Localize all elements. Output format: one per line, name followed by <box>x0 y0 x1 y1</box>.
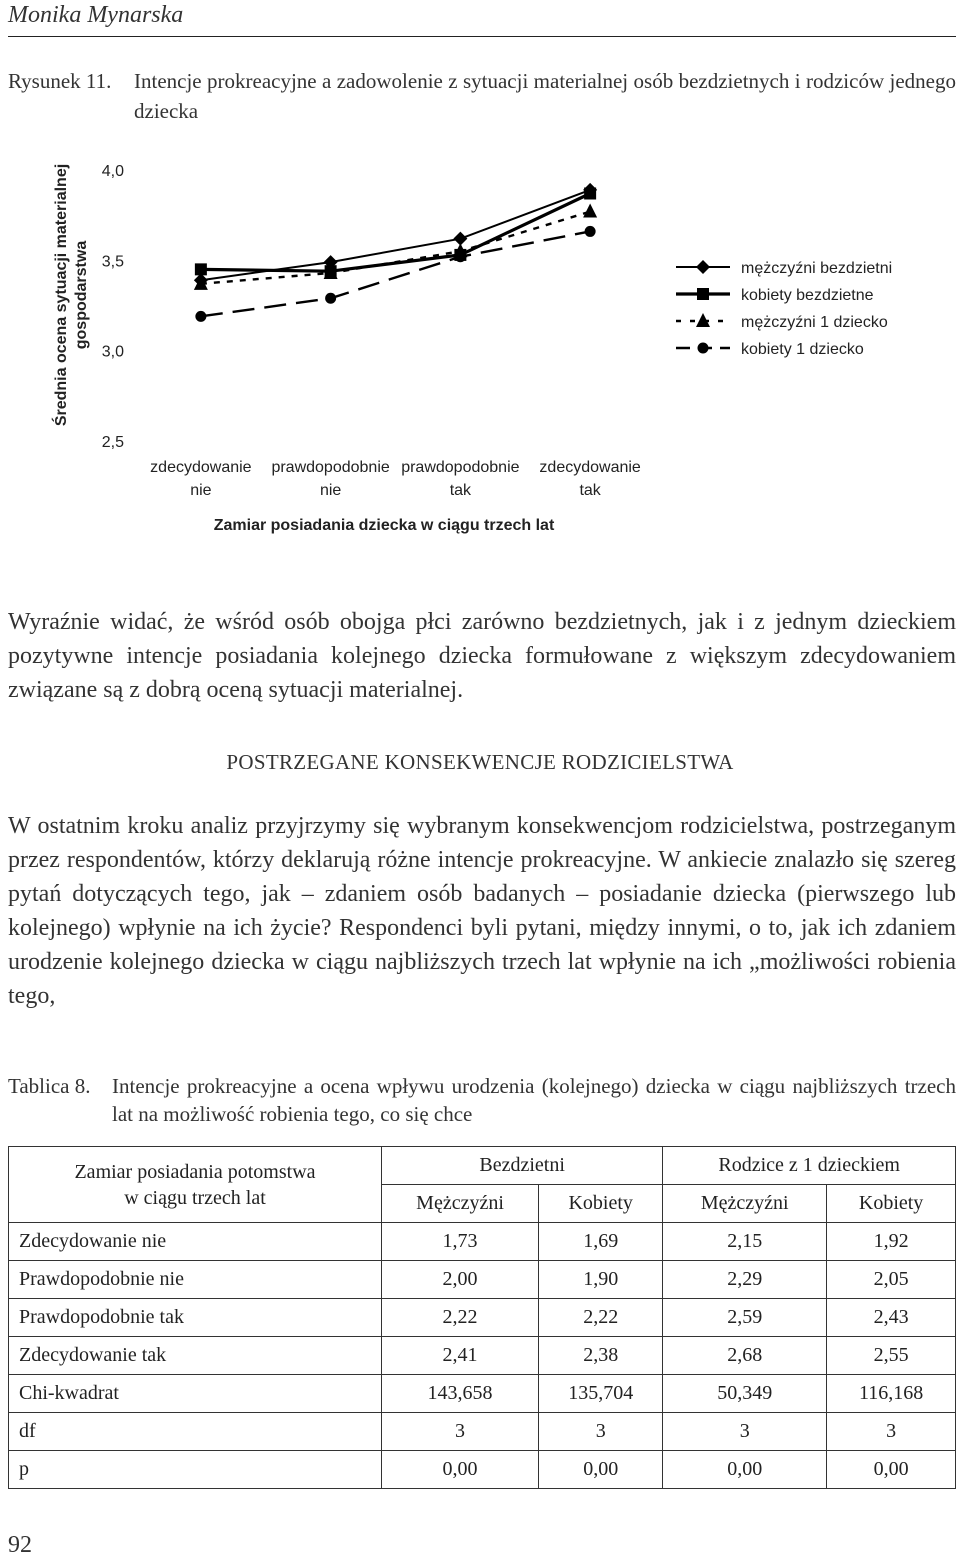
y-tick-label: 3,0 <box>101 343 124 361</box>
table-corner-header <box>9 1147 382 1223</box>
table-cell: 1,92 <box>827 1223 956 1261</box>
y-axis-title-line1: Średnia ocena sytuacji materialnej <box>53 163 70 427</box>
table-cell: 0,00 <box>539 1451 663 1489</box>
series-points <box>194 183 597 322</box>
group-header-childless: Bezdzietni <box>382 1147 663 1185</box>
x-tick-label: zdecydowanie <box>539 459 641 476</box>
paragraph-consequences: W ostatnim kroku analiz przyjrzymy się wybranym konsekwencjom rodzicielstwa, postrzeganym przez respondentów, którzy deklarują różne intencje prokreacyjne. W ankiecie znalazło się szereg pytań dotyczących tego, jak – zdaniem osób badanych – posiadanie dziecka (pierwszego lub kolejnego) wpłynie na ich życie? Respondenci byli pytani, między innymi, o to, jak ich zdaniem urodzenie kolejnego dziecka w ciągu najbliższych trzech lat wpłynie na ich „możliwości robienia tego, <box>8 813 956 1009</box>
table-cell: 116,168 <box>827 1375 956 1413</box>
page-number: 92 <box>8 1532 32 1558</box>
running-header-author: Monika Mynarska <box>8 2 184 28</box>
table-cell: 2,38 <box>539 1337 663 1375</box>
paragraph-conclusion: Wyraźnie widać, że wśród osób obojga płci zarówno bezdzietnych, jak i z jednym dzieckiem pozytywne intencje posiadania kolejnego dziecka formułowane z większym zdecydowaniem związane są z dobrą oceną sytuacji materialnej. <box>8 609 956 703</box>
legend-marker-circle <box>698 343 709 354</box>
y-axis-title <box>51 164 90 426</box>
data-point-circle <box>455 251 466 262</box>
series-line-diamond <box>201 190 590 280</box>
x-tick-label: prawdopodobnie <box>271 459 390 476</box>
x-tick-label: tak <box>449 482 472 499</box>
y-axis-ticks <box>102 163 124 451</box>
table-cell: 50,349 <box>663 1375 827 1413</box>
table-cell: 3 <box>663 1413 827 1451</box>
legend-label: mężczyźni 1 dziecko <box>741 314 888 331</box>
data-point-square <box>195 263 207 275</box>
table-label: Tablica 8. <box>8 1074 91 1098</box>
x-tick-label: prawdopodobnie <box>401 459 520 476</box>
table-caption-text: Intencje prokreacyjne a ocena wpływu urodzenia (kolejnego) dziecka w ciągu najbliższych trzech lat na możliwość robienia tego, co się chce <box>112 1074 956 1126</box>
row-label: Zdecydowanie nie <box>9 1223 382 1261</box>
row-label: p <box>9 1451 382 1489</box>
data-point-circle <box>585 226 596 237</box>
table-row <box>9 1337 956 1375</box>
data-table <box>8 1146 956 1489</box>
table-cell: 2,55 <box>827 1337 956 1375</box>
x-tick-label: tak <box>579 482 601 499</box>
series-lines <box>201 190 590 316</box>
figure-caption-text: Intencje prokreacyjne a zadowolenie z sytuacji materialnej osób bezdzietnych i rodziców jednego dziecka <box>134 69 956 123</box>
x-tick-label: zdecydowanie <box>150 459 252 476</box>
table-cell: 143,658 <box>382 1375 539 1413</box>
table-row <box>9 1261 956 1299</box>
table-cell: 2,22 <box>539 1299 663 1337</box>
table-cell: 2,43 <box>827 1299 956 1337</box>
table-cell: 0,00 <box>663 1451 827 1489</box>
row-label: Prawdopodobnie nie <box>9 1261 382 1299</box>
table-cell: 2,68 <box>663 1337 827 1375</box>
legend-label: kobiety bezdzietne <box>741 287 874 304</box>
table-cell: 3 <box>827 1413 956 1451</box>
row-label: Zdecydowanie tak <box>9 1337 382 1375</box>
x-tick-label: nie <box>190 482 212 499</box>
data-point-circle <box>195 311 206 322</box>
table-cell: 2,05 <box>827 1261 956 1299</box>
table-cell: 2,15 <box>663 1223 827 1261</box>
data-point-square <box>584 187 596 199</box>
legend-marker-square <box>697 288 709 300</box>
table-cell: 2,41 <box>382 1337 539 1375</box>
subheader-men-parents: Mężczyźni <box>663 1185 827 1223</box>
x-axis-ticks <box>150 459 641 499</box>
table-cell: 2,59 <box>663 1299 827 1337</box>
line-chart <box>0 150 960 550</box>
figure-label: Rysunek 11. <box>8 69 112 93</box>
table-row <box>9 1413 956 1451</box>
table-cell: 2,22 <box>382 1299 539 1337</box>
table-cell: 2,00 <box>382 1261 539 1299</box>
subheader-women-parents: Kobiety <box>827 1185 956 1223</box>
table-row <box>9 1299 956 1337</box>
table-row <box>9 1375 956 1413</box>
row-label: Chi-kwadrat <box>9 1375 382 1413</box>
row-label: Prawdopodobnie tak <box>9 1299 382 1337</box>
table-cell: 1,69 <box>539 1223 663 1261</box>
table-cell: 3 <box>382 1413 539 1451</box>
row-label: df <box>9 1413 382 1451</box>
legend-label: kobiety 1 dziecko <box>741 341 864 358</box>
corner-header-line1: Zamiar posiadania potomstwa <box>74 1160 316 1183</box>
table-cell: 3 <box>539 1413 663 1451</box>
corner-header-line2: w ciągu trzech lat <box>124 1186 266 1209</box>
legend-label: mężczyźni bezdzietni <box>741 260 893 277</box>
y-tick-label: 4,0 <box>101 163 124 180</box>
data-point-circle <box>325 293 336 304</box>
x-tick-label: nie <box>319 482 342 499</box>
header-rule <box>8 36 956 37</box>
table-cell: 0,00 <box>382 1451 539 1489</box>
chart-legend <box>676 260 892 358</box>
subheader-men-childless: Mężczyźni <box>382 1185 539 1223</box>
table-cell: 135,704 <box>539 1375 663 1413</box>
legend-marker-diamond <box>696 260 710 274</box>
group-header-parents: Rodzice z 1 dzieckiem <box>663 1147 956 1185</box>
subheader-women-childless: Kobiety <box>539 1185 663 1223</box>
table-cell: 0,00 <box>827 1451 956 1489</box>
table-cell: 1,90 <box>539 1261 663 1299</box>
table-cell: 1,73 <box>382 1223 539 1261</box>
y-tick-label: 2,5 <box>101 434 124 451</box>
y-axis-title-line2: gospodarstwa <box>73 240 90 350</box>
y-tick-label: 3,5 <box>101 253 124 271</box>
table-row <box>9 1451 956 1489</box>
table-row <box>9 1223 956 1261</box>
table-cell: 2,29 <box>663 1261 827 1299</box>
x-axis-title: Zamiar posiadania dziecka w ciągu trzech lat <box>213 517 555 534</box>
section-heading: POSTRZEGANE KONSEKWENCJE RODZICIELSTWA <box>226 750 734 774</box>
series-line-circle <box>201 231 590 316</box>
data-point-triangle <box>583 204 597 218</box>
series-line-square <box>201 194 590 272</box>
